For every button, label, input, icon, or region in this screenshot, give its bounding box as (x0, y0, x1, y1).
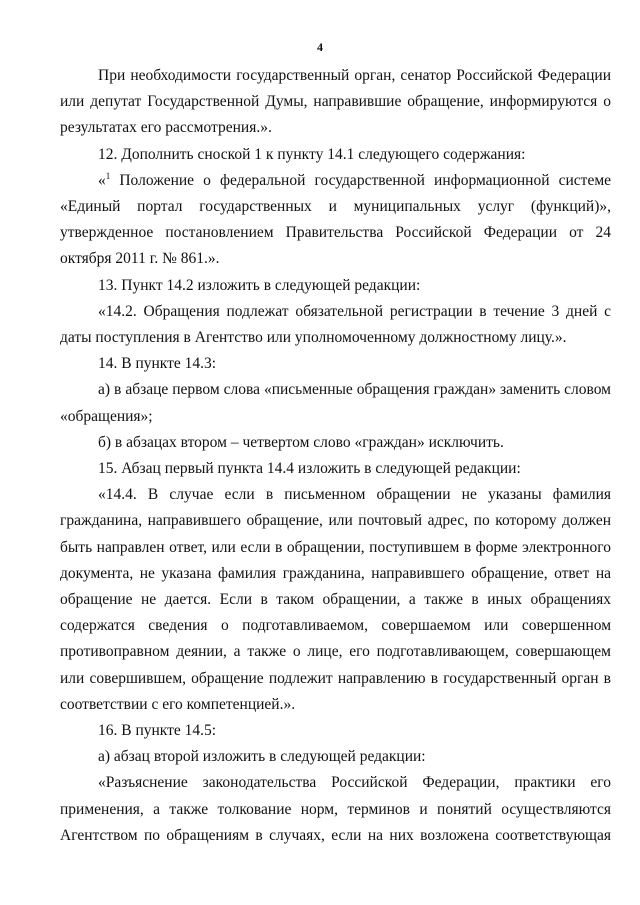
footnote-open-quote: « (98, 171, 106, 189)
document-body (60, 63, 611, 849)
paragraph-6: 14. В пункте 14.3: (98, 355, 217, 373)
paragraph-10: «14.4. В случае если в письменном обращении не указаны фамилия гражданина, направившего обращение, или почтовый адрес, по которому должен быть направлен ответ, или если в обращении, поступившем в форме электронного документа, не указана фамилия гражданина, направившего обращение, ответ на обращение не дается. Если в таком обращении, а также в иных обращениях содержатся сведения о подготавливаемом, совершаемом или совершенном противоправном деянии, а также о лице, его подготавливающем, совершающем или совершившем, обращение подлежит направлению в государственный орган в соответствии с его компетенцией.». (60, 486, 611, 713)
paragraph-4: 13. Пункт 14.2 изложить в следующей редакции: (98, 276, 421, 294)
footnote-text: Положение о федеральной государственной информационной системе «Единый портал государственных и муниципальных услуг (функций)», утвержденное постановлением Правительства Российской Федерации от 24 октября 2011 г. № 861.». (60, 171, 612, 268)
paragraph-2: 12. Дополнить сноской 1 к пункту 14.1 следующего содержания: (98, 145, 526, 163)
paragraph-7: а) в абзаце первом слова «письменные обращения граждан» заменить словом «обращения»; (60, 381, 611, 425)
paragraph-8: б) в абзацах втором – четвертом слово «граждан» исключить. (98, 433, 504, 451)
paragraph-9: 15. Абзац первый пункта 14.4 изложить в следующей редакции: (98, 460, 521, 478)
paragraph-12: а) абзац второй изложить в следующей редакции: (98, 748, 426, 766)
paragraph-13: «Разъяснение законодательства Российской Федерации, практики его применения, а также толкование норм, терминов и понятий осуществляются Агентством по обращениям в случаях, если на них возложена соответствующая (60, 774, 611, 844)
footnote-marker: 1 (105, 170, 111, 181)
footnote-paragraph (60, 168, 611, 273)
paragraph-5: «14.2. Обращения подлежат обязательной регистрации в течение 3 дней с даты поступления в Агентство или уполномоченному должностному лицу.». (60, 302, 611, 347)
paragraph-11: 16. В пункте 14.5: (98, 722, 217, 740)
page-number: 4 (317, 40, 323, 54)
paragraph-1: При необходимости государственный орган, сенатор Российской Федерации или депутат Государственной Думы, направившие обращение, информируются о результатах его рассмотрения.». (60, 67, 611, 137)
